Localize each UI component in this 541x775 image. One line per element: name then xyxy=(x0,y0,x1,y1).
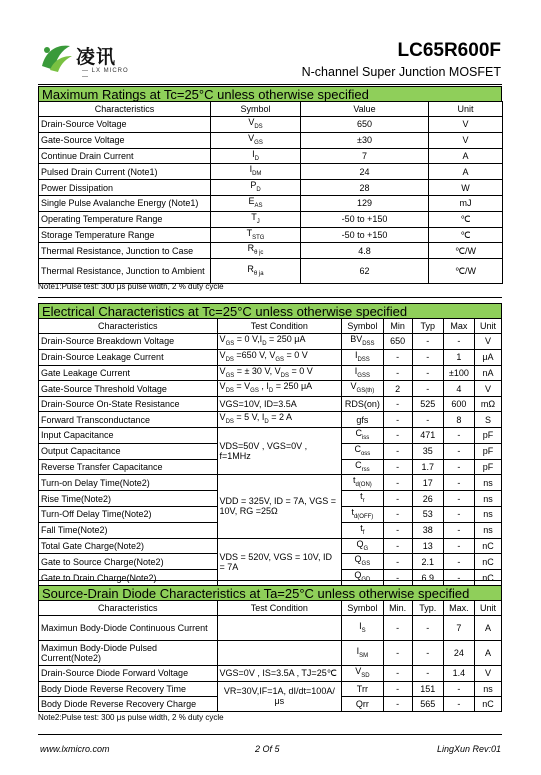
unit-cell: mJ xyxy=(429,195,503,211)
column-header: Value xyxy=(301,102,429,117)
characteristic-cell: Gate to Source Charge(Note2) xyxy=(39,554,218,570)
characteristic-cell: Gate to Drain Charge(Note2) xyxy=(39,570,218,586)
diode-title: Source-Drain Diode Characteristics at Ta=25°C unless otherwise specified xyxy=(38,585,502,601)
diode-table xyxy=(38,600,502,712)
typ-cell: 471 xyxy=(412,427,443,443)
symbol-cell: $V_{GS}$ xyxy=(211,132,301,148)
value-cell: -50 to +150 xyxy=(301,227,429,243)
symbol-cell: $P_D$ xyxy=(211,180,301,196)
symbol-cell: $I_D$ xyxy=(211,148,301,164)
characteristic-cell: Thermal Resistance, Junction to Case xyxy=(39,243,211,259)
column-header: Typ. xyxy=(412,601,443,616)
unit-cell: ℃ xyxy=(429,227,503,243)
max-cell: 8 xyxy=(443,412,474,428)
max-cell: - xyxy=(443,554,474,570)
table-row xyxy=(39,381,502,397)
part-number: LC65R600F xyxy=(397,40,501,61)
symbol-cell: $R_{\theta jc}$ xyxy=(211,243,301,259)
unit-cell: S xyxy=(474,412,501,428)
min-cell: - xyxy=(383,641,412,666)
table-row xyxy=(39,148,503,164)
characteristic-cell: Maximun Body-Diode Pulsed Current(Note2) xyxy=(39,641,218,666)
characteristic-cell: Turn-on Delay Time(Note2) xyxy=(39,475,218,491)
footer-revision: LingXun Rev:01 xyxy=(436,744,501,754)
typ-cell: - xyxy=(412,641,443,666)
min-cell: - xyxy=(383,475,412,491)
unit-cell: V xyxy=(429,132,503,148)
min-cell: - xyxy=(383,397,412,412)
typ-cell: - xyxy=(412,381,443,397)
column-header: Symbol xyxy=(342,319,384,334)
symbol-cell: $V_{GS(th)}$ xyxy=(342,381,384,397)
symbol-cell: $t_f$ xyxy=(342,522,384,538)
max-cell: 1 xyxy=(443,349,474,365)
test-condition-cell: VGS=10V, ID=3.5A xyxy=(217,397,342,412)
min-cell: - xyxy=(383,459,412,475)
symbol-cell: $t_{d(OFF)}$ xyxy=(342,506,384,522)
table-row xyxy=(39,397,502,412)
unit-cell: nC xyxy=(474,696,501,711)
characteristic-cell: Rise Time(Note2) xyxy=(39,491,218,507)
typ-cell: 53 xyxy=(412,506,443,522)
device-subtitle: N-channel Super Junction MOSFET xyxy=(301,65,501,79)
unit-cell: mΩ xyxy=(474,397,501,412)
column-header: Characteristics xyxy=(39,102,211,117)
typ-cell: - xyxy=(412,334,443,350)
symbol-cell: $V_{DS}$ xyxy=(211,117,301,133)
table-row xyxy=(39,412,502,428)
column-header: Characteristics xyxy=(39,601,218,616)
table-header-row xyxy=(39,102,503,117)
max-cell: - xyxy=(443,443,474,459)
table-row xyxy=(39,666,502,682)
max-cell: - xyxy=(443,491,474,507)
symbol-cell: $I_S$ xyxy=(342,616,384,641)
typ-cell: 35 xyxy=(412,443,443,459)
characteristic-cell: Body Diode Reverse Recovery Time xyxy=(39,681,218,696)
electrical-title: Electrical Characteristics at Tc=25°C unless otherwise specified xyxy=(38,303,502,319)
test-condition-cell: $V_{DS} = V_{GS}$ , $I_D = 250$ μA xyxy=(217,381,342,397)
column-header: Unit xyxy=(474,319,501,334)
min-cell: - xyxy=(383,365,412,381)
column-header: Test Condition xyxy=(217,319,342,334)
table-row xyxy=(39,681,502,696)
min-cell: - xyxy=(383,696,412,711)
max-cell: - xyxy=(443,334,474,350)
unit-cell: pF xyxy=(474,443,501,459)
max-cell: - xyxy=(443,538,474,554)
max-cell: - xyxy=(443,681,474,696)
value-cell: -50 to +150 xyxy=(301,211,429,227)
min-cell: - xyxy=(383,554,412,570)
unit-cell: μA xyxy=(474,349,501,365)
min-cell: - xyxy=(383,681,412,696)
typ-cell: 6.9 xyxy=(412,570,443,586)
min-cell: - xyxy=(383,666,412,682)
value-cell: 4.8 xyxy=(301,243,429,259)
typ-cell: 26 xyxy=(412,491,443,507)
table-row xyxy=(39,117,503,133)
typ-cell: 565 xyxy=(412,696,443,711)
test-condition-cell: VR=30V,IF=1A, dI/dt=100A/μs xyxy=(217,681,342,711)
unit-cell: pF xyxy=(474,427,501,443)
characteristic-cell: Continue Drain Current xyxy=(39,148,211,164)
characteristic-cell: Drain-Source Diode Forward Voltage xyxy=(39,666,218,682)
max-cell: 7 xyxy=(443,616,474,641)
column-header: Unit xyxy=(429,102,503,117)
symbol-cell: $E_{AS}$ xyxy=(211,195,301,211)
test-condition-cell: VDS=50V , VGS=0V , f=1MHz xyxy=(217,427,342,474)
value-cell: 7 xyxy=(301,148,429,164)
max-cell: - xyxy=(443,475,474,491)
unit-cell: A xyxy=(429,148,503,164)
value-cell: ±30 xyxy=(301,132,429,148)
symbol-cell: $C_{rss}$ xyxy=(342,459,384,475)
footer-website[interactable]: www.lxmicro.com xyxy=(40,744,110,754)
section-divider xyxy=(38,297,502,298)
min-cell: - xyxy=(383,522,412,538)
company-logo xyxy=(38,38,138,80)
characteristic-cell: Drain-Source Leakage Current xyxy=(39,349,218,365)
table-header-row xyxy=(39,601,502,616)
test-condition-cell: VGS=0V , IS=3.5A , TJ=25℃ xyxy=(217,666,342,682)
unit-cell: A xyxy=(474,616,501,641)
min-cell: - xyxy=(383,427,412,443)
min-cell: 650 xyxy=(383,334,412,350)
value-cell: 129 xyxy=(301,195,429,211)
characteristic-cell: Total Gate Charge(Note2) xyxy=(39,538,218,554)
table-row xyxy=(39,349,502,365)
characteristic-cell: Drain-Source Voltage xyxy=(39,117,211,133)
column-header: Unit xyxy=(474,601,501,616)
min-cell: - xyxy=(383,570,412,586)
symbol-cell: RDS(on) xyxy=(342,397,384,412)
max-cell: - xyxy=(443,459,474,475)
unit-cell: nC xyxy=(474,538,501,554)
column-header: Max. xyxy=(443,601,474,616)
characteristic-cell: Thermal Resistance, Junction to Ambient xyxy=(39,259,211,284)
typ-cell: - xyxy=(412,616,443,641)
typ-cell: 17 xyxy=(412,475,443,491)
column-header: Min xyxy=(383,319,412,334)
characteristic-cell: Power Dissipation xyxy=(39,180,211,196)
unit-cell: ℃/W xyxy=(429,259,503,284)
characteristic-cell: Drain-Source On-State Resistance xyxy=(39,397,218,412)
symbol-cell: $T_J$ xyxy=(211,211,301,227)
lx-logo-icon xyxy=(38,40,74,76)
typ-cell: 38 xyxy=(412,522,443,538)
characteristic-cell: Gate Leakage Current xyxy=(39,365,218,381)
max-ratings-title: Maximum Ratings at Tc=25°C unless otherwise specified xyxy=(38,86,502,102)
characteristic-cell: Storage Temperature Range xyxy=(39,227,211,243)
note-1: Note1:Pulse test: 300 μs pulse width, 2 % duty cycle xyxy=(38,282,224,291)
symbol-cell: $R_{\theta ja}$ xyxy=(211,259,301,284)
unit-cell: W xyxy=(429,180,503,196)
value-cell: 28 xyxy=(301,180,429,196)
min-cell: - xyxy=(383,443,412,459)
symbol-cell: $I_{GSS}$ xyxy=(342,365,384,381)
table-row xyxy=(39,475,502,491)
column-header: Max xyxy=(443,319,474,334)
characteristic-cell: Reverse Transfer Capacitance xyxy=(39,459,218,475)
characteristic-cell: Gate-Source Voltage xyxy=(39,132,211,148)
table-row xyxy=(39,195,503,211)
unit-cell: ns xyxy=(474,681,501,696)
electrical-table xyxy=(38,318,502,586)
typ-cell: - xyxy=(412,349,443,365)
max-ratings-table xyxy=(38,101,503,284)
characteristic-cell: Maximun Body-Diode Continuous Current xyxy=(39,616,218,641)
symbol-cell: $t_{d(ON)}$ xyxy=(342,475,384,491)
symbol-cell: $T_{STG}$ xyxy=(211,227,301,243)
test-condition-cell: $V_{GS} = 0$ $V,I_D = 250$ μA xyxy=(217,334,342,350)
min-cell: - xyxy=(383,491,412,507)
value-cell: 62 xyxy=(301,259,429,284)
max-cell: 24 xyxy=(443,641,474,666)
symbol-cell: $C_{iss}$ xyxy=(342,427,384,443)
characteristic-cell: Pulsed Drain Current (Note1) xyxy=(39,164,211,180)
column-header: Symbol xyxy=(211,102,301,117)
max-cell: ±100 xyxy=(443,365,474,381)
symbol-cell: $Q_{GD}$ xyxy=(342,570,384,586)
characteristic-cell: Operating Temperature Range xyxy=(39,211,211,227)
unit-cell: V xyxy=(474,334,501,350)
characteristic-cell: Turn-Off Delay Time(Note2) xyxy=(39,506,218,522)
typ-cell: - xyxy=(412,365,443,381)
symbol-cell: $Q_{GS}$ xyxy=(342,554,384,570)
characteristic-cell: Single Pulse Avalanche Energy (Note1) xyxy=(39,195,211,211)
footer-divider xyxy=(38,734,502,735)
min-cell: - xyxy=(383,506,412,522)
unit-cell: A xyxy=(429,164,503,180)
table-row xyxy=(39,180,503,196)
typ-cell: 151 xyxy=(412,681,443,696)
table-row xyxy=(39,616,502,641)
symbol-cell: $V_{SD}$ xyxy=(342,666,384,682)
characteristic-cell: Output Capacitance xyxy=(39,443,218,459)
note-2: Note2:Pulse test: 300 μs pulse width, 2 % duty cycle xyxy=(38,713,224,722)
unit-cell: ns xyxy=(474,491,501,507)
table-row xyxy=(39,538,502,554)
symbol-cell: Qrr xyxy=(342,696,384,711)
max-cell: - xyxy=(443,506,474,522)
symbol-cell: gfs xyxy=(342,412,384,428)
symbol-cell: Trr xyxy=(342,681,384,696)
table-row xyxy=(39,164,503,180)
table-header-row xyxy=(39,319,502,334)
value-cell: 24 xyxy=(301,164,429,180)
column-header: Symbol xyxy=(342,601,384,616)
typ-cell: 1.7 xyxy=(412,459,443,475)
unit-cell: A xyxy=(474,641,501,666)
table-row xyxy=(39,427,502,443)
symbol-cell: $t_r$ xyxy=(342,491,384,507)
column-header: Characteristics xyxy=(39,319,218,334)
header-divider xyxy=(38,84,502,85)
symbol-cell: $Q_G$ xyxy=(342,538,384,554)
min-cell: - xyxy=(383,538,412,554)
table-row xyxy=(39,641,502,666)
symbol-cell: $I_{DSS}$ xyxy=(342,349,384,365)
logo-chinese-name: 凌讯 xyxy=(76,46,117,68)
section-divider xyxy=(38,580,502,581)
footer-page-number: 2 Of 5 xyxy=(255,744,280,754)
logo-english-name: — LX MICRO — xyxy=(82,68,129,80)
table-row xyxy=(39,211,503,227)
characteristic-cell: Input Capacitance xyxy=(39,427,218,443)
column-header: Typ xyxy=(412,319,443,334)
unit-cell: ns xyxy=(474,522,501,538)
test-condition-cell xyxy=(217,616,342,641)
max-cell: 4 xyxy=(443,381,474,397)
typ-cell: - xyxy=(412,412,443,428)
unit-cell: ns xyxy=(474,506,501,522)
unit-cell: V xyxy=(474,381,501,397)
unit-cell: nC xyxy=(474,570,501,586)
characteristic-cell: Forward Transconductance xyxy=(39,412,218,428)
max-cell: - xyxy=(443,427,474,443)
table-row xyxy=(39,243,503,259)
value-cell: 650 xyxy=(301,117,429,133)
characteristic-cell: Gate-Source Threshold Voltage xyxy=(39,381,218,397)
test-condition-cell: VDD = 325V, ID = 7A, VGS = 10V, RG =25Ω xyxy=(217,475,342,538)
characteristic-cell: Fall Time(Note2) xyxy=(39,522,218,538)
max-cell: - xyxy=(443,570,474,586)
unit-cell: V xyxy=(474,666,501,682)
symbol-cell: $I_{SM}$ xyxy=(342,641,384,666)
symbol-cell: $BV_{DSS}$ xyxy=(342,334,384,350)
unit-cell: V xyxy=(429,117,503,133)
typ-cell: 525 xyxy=(412,397,443,412)
table-row xyxy=(39,132,503,148)
max-cell: 600 xyxy=(443,397,474,412)
typ-cell: - xyxy=(412,666,443,682)
typ-cell: 2.1 xyxy=(412,554,443,570)
unit-cell: ℃/W xyxy=(429,243,503,259)
column-header: Min. xyxy=(383,601,412,616)
max-cell: - xyxy=(443,522,474,538)
table-row xyxy=(39,365,502,381)
table-row xyxy=(39,334,502,350)
test-condition-cell: VDS = 520V, VGS = 10V, ID = 7A xyxy=(217,538,342,585)
min-cell: - xyxy=(383,349,412,365)
typ-cell: 13 xyxy=(412,538,443,554)
min-cell: - xyxy=(383,616,412,641)
symbol-cell: $C_{oss}$ xyxy=(342,443,384,459)
max-cell: 1.4 xyxy=(443,666,474,682)
test-condition-cell: $V_{DS} = 5$ V, $I_D = 2$ A xyxy=(217,412,342,428)
test-condition-cell xyxy=(217,641,342,666)
max-cell: - xyxy=(443,696,474,711)
unit-cell: ℃ xyxy=(429,211,503,227)
min-cell: - xyxy=(383,412,412,428)
unit-cell: pF xyxy=(474,459,501,475)
unit-cell: nA xyxy=(474,365,501,381)
test-condition-cell: $V_{DS} =650$ V, $V_{GS} = 0$ V xyxy=(217,349,342,365)
test-condition-cell: $V_{GS}$ = ± 30 V, $V_{DS} = 0$ V xyxy=(217,365,342,381)
symbol-cell: $I_{DM}$ xyxy=(211,164,301,180)
min-cell: 2 xyxy=(383,381,412,397)
characteristic-cell: Drain-Source Breakdown Voltage xyxy=(39,334,218,350)
table-row xyxy=(39,259,503,284)
column-header: Test Condition xyxy=(217,601,342,616)
table-row xyxy=(39,227,503,243)
unit-cell: nC xyxy=(474,554,501,570)
unit-cell: ns xyxy=(474,475,501,491)
characteristic-cell: Body Diode Reverse Recovery Charge xyxy=(39,696,218,711)
